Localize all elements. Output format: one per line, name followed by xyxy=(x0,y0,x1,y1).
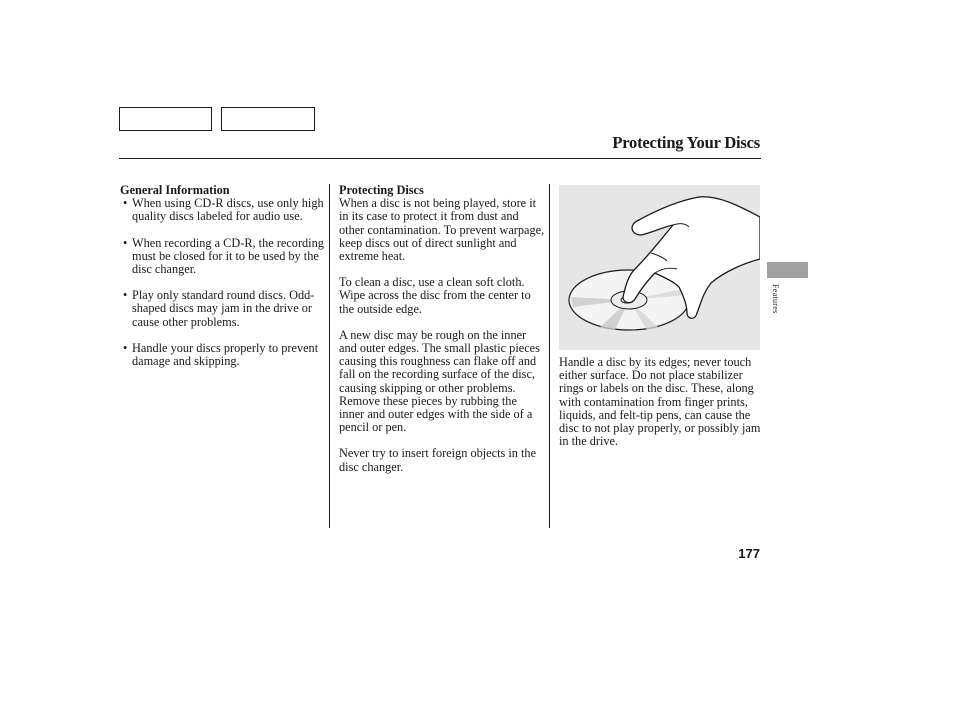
hand-holding-disc-illustration xyxy=(559,185,760,350)
bullet-icon: • xyxy=(123,196,128,211)
general-information-column xyxy=(120,184,325,381)
paragraph: A new disc may be rough on the inner and outer edges. The small plastic pieces causing this roughness can flake off and fall on the recording surface of the disc, causing skipping or other problems. Remove these pieces by rubbing the inner and outer edges with the side of a pencil or pen. xyxy=(339,327,540,435)
paragraph: When a disc is not being played, store it in its case to protect it from dust and other contamination. To prevent warpage, keep discs out of direct sunlight and extreme heat. xyxy=(339,196,545,264)
protecting-discs-column xyxy=(339,184,545,487)
list-item-text: Play only standard round discs. Odd-shaped discs may jam in the drive or cause other problems. xyxy=(132,288,315,329)
list-item-text: When recording a CD-R, the recording must be closed for it to be used by the disc changer. xyxy=(132,235,324,277)
caption-text: Handle a disc by its edges; never touch either surface. Do not place stabilizer rings or labels on the disc. These, along with contamination from finger prints, liquids, and felt-tip pens, can cause the disc to not play properly, or possibly jam in the drive. xyxy=(559,355,761,449)
nav-box-next[interactable] xyxy=(221,107,315,131)
page-title: Protecting Your Discs xyxy=(612,133,760,152)
section-tab[interactable] xyxy=(767,262,808,278)
title-divider xyxy=(119,158,761,159)
general-information-list xyxy=(120,197,325,368)
column-divider xyxy=(329,184,330,528)
bullet-icon: • xyxy=(123,288,128,303)
column-divider xyxy=(549,184,550,528)
list-item xyxy=(120,289,325,329)
list-item xyxy=(120,342,325,368)
hand-holding-disc-icon xyxy=(559,185,760,350)
general-information-heading: General Information xyxy=(120,183,230,197)
list-item xyxy=(120,237,325,277)
figure-caption xyxy=(559,356,761,461)
bullet-icon: • xyxy=(123,235,128,250)
bullet-icon: • xyxy=(123,340,128,355)
list-item xyxy=(120,197,325,223)
section-label: Features xyxy=(771,284,780,314)
paragraph: Never try to insert foreign objects in the disc changer. xyxy=(339,446,537,474)
list-item-text: Handle your discs properly to prevent damage and skipping. xyxy=(132,340,319,369)
protecting-discs-heading: Protecting Discs xyxy=(339,183,424,197)
nav-box-previous[interactable] xyxy=(119,107,212,131)
paragraph: To clean a disc, use a clean soft cloth. Wipe across the disc from the center to the outside edge. xyxy=(339,275,531,316)
list-item-text: When using CD-R discs, use only high quality discs labeled for audio use. xyxy=(132,196,324,224)
page-number: 177 xyxy=(738,546,760,561)
